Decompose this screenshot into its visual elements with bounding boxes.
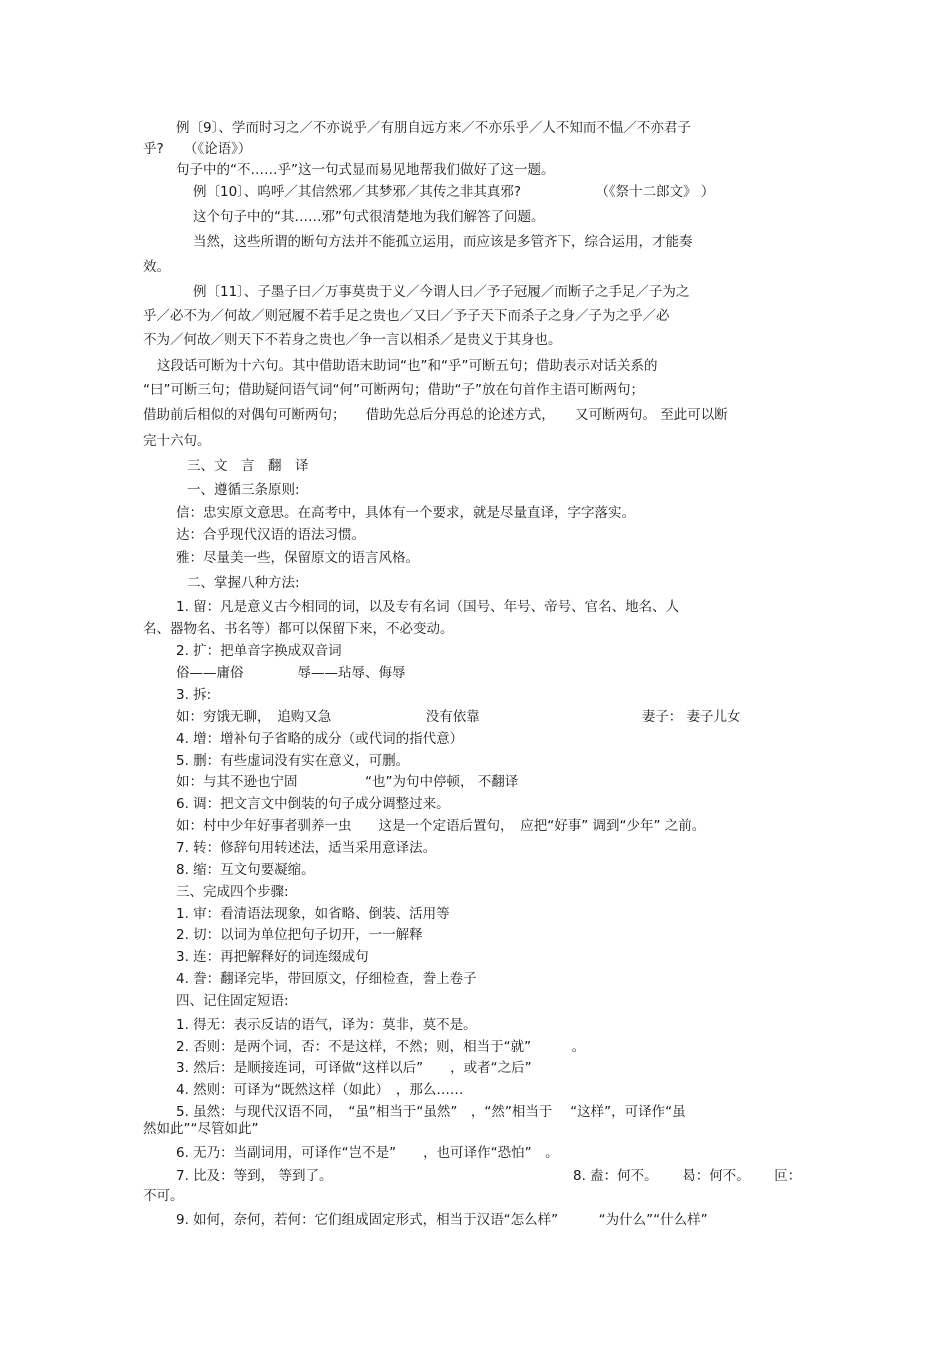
text-line: 不为／何故／则天下不若身之贵也／争一言以相杀／是贵义于其身也。 bbox=[143, 332, 562, 348]
text-line: 借助前后相似的对偶句可断两句； 借助先总后分再总的论述方式， 又可断两句。 至此可以断 bbox=[143, 407, 728, 423]
text-line: 达：合乎现代汉语的语法习惯。 bbox=[176, 527, 365, 543]
text-line: 5. 虽然：与现代汉语不同， “虽”相当于“虽然” ，“然”相当于 “这样”，可译作“虽 bbox=[176, 1104, 686, 1120]
text-line: 6. 调：把文言文中倒装的句子成分调整过来。 bbox=[176, 796, 450, 812]
sub-heading: 一、遵循三条原则: bbox=[187, 482, 300, 498]
text-line: 2. 切：以词为单位把句子切开，一一解释 bbox=[176, 927, 423, 943]
text-line: 例〔9〕、学而时习之／不亦说乎／有朋自远方来／不亦乐乎／人不知而不愠／不亦君子 bbox=[176, 120, 691, 136]
text-line: 9. 如何，奈何，若何：它们组成固定形式，相当于汉语“怎么样” “为什么”“什么样” bbox=[176, 1212, 708, 1228]
text-line: 2. 扩：把单音字换成双音词 bbox=[176, 643, 342, 659]
text-line: 3. 连：再把解释好的词连缀成句 bbox=[176, 949, 369, 965]
text-line: 雅：尽量美一些，保留原文的语言风格。 bbox=[176, 550, 419, 566]
sub-heading: 四、记住固定短语: bbox=[176, 993, 289, 1009]
sub-heading: 三、完成四个步骤: bbox=[176, 884, 289, 900]
text-line: 5. 删：有些虚词没有实在意义，可删。 bbox=[176, 753, 410, 769]
text-line: 不可。 bbox=[143, 1188, 184, 1204]
text-line: 7. 转：修辞句用转述法，适当采用意译法。 bbox=[176, 840, 437, 856]
text-line: 3. 然后：是顺接连词，可译做“这样以后” ，或者“之后” bbox=[176, 1060, 532, 1076]
text-line: 名、器物名、书名等）都可以保留下来，不必变动。 bbox=[143, 621, 454, 637]
text-line: 乎? （《论语》） bbox=[143, 141, 252, 157]
text-line: 如：与其不逊也宁固 “也”为句中停顿， 不翻译 bbox=[176, 774, 519, 790]
text-line: 然如此”“尽管如此” bbox=[143, 1121, 259, 1137]
text-line: 俗——庸俗 辱——玷辱、侮辱 bbox=[176, 665, 406, 681]
text-line: 7. 比及：等到， 等到了。 8. 盍：何不。 曷：何不。 叵： bbox=[176, 1168, 802, 1184]
text-line: 如：穷饿无聊， 追购又急 没有依靠 妻子： 妻子儿女 bbox=[176, 709, 741, 725]
text-line: 例〔10〕、呜呼／其信然邪／其梦邪／其传之非其真邪? （《祭十二郎文》 ） bbox=[193, 184, 715, 200]
text-line: 效。 bbox=[143, 259, 170, 275]
text-line: 这段话可断为十六句。其中借助语末助词“也”和“乎”可断五句；借助表示对话关系的 bbox=[157, 358, 658, 374]
text-line: 1. 审：看清语法现象，如省略、倒装、活用等 bbox=[176, 906, 450, 922]
text-line: 当然，这些所谓的断句方法并不能孤立运用，而应该是多管齐下，综合运用，才能奏 bbox=[193, 234, 693, 250]
text-line: 1. 留：凡是意义古今相同的词，以及专有名词（国号、年号、帝号、官名、地名、人 bbox=[176, 599, 680, 615]
section-heading: 三、文 言 翻 译 bbox=[187, 458, 309, 474]
text-line: “曰”可断三句；借助疑问语气词“何”可断两句；借助“子”放在句首作主语可断两句； bbox=[143, 382, 644, 398]
text-line: 如：村中少年好事者驯养一虫 这是一个定语后置句， 应把“好事” 调到“少年” 之前。 bbox=[176, 818, 706, 834]
text-line: 6. 无乃：当副词用，可译作“岂不是” ，也可译作“恐怕” 。 bbox=[176, 1145, 559, 1161]
text-line: 4. 然则：可译为“既然这样（如此） ，那么…… bbox=[176, 1082, 464, 1098]
text-line: 3. 拆: bbox=[176, 687, 212, 703]
text-line: 1. 得无：表示反诘的语气，译为：莫非，莫不是。 bbox=[176, 1017, 477, 1033]
text-line: 4. 增：增补句子省略的成分（或代词的指代意） bbox=[176, 731, 464, 747]
text-line: 例〔11〕、子墨子曰／万事莫贵于义／今谓人曰／予子冠履／而断子之手足／子为之 bbox=[193, 284, 690, 300]
text-line: 信：忠实原文意思。在高考中，具体有一个要求，就是尽量直译，字字落实。 bbox=[176, 505, 635, 521]
text-line: 乎／必不为／何故／则冠履不若手足之贵也／又曰／予子天下而杀子之身／子为之乎／必 bbox=[143, 308, 670, 324]
text-line: 这个句子中的“其……邪”句式很清楚地为我们解答了问题。 bbox=[193, 209, 545, 225]
sub-heading: 二、掌握八种方法: bbox=[187, 575, 300, 591]
text-line: 句子中的“不……乎”这一句式显而易见地帮我们做好了这一题。 bbox=[176, 162, 555, 178]
text-line: 完十六句。 bbox=[143, 433, 211, 449]
text-line: 2. 否则：是两个词，否：不是这样，不然；则，相当于“就” 。 bbox=[176, 1039, 586, 1055]
text-line: 8. 缩：互文句要凝缩。 bbox=[176, 862, 315, 878]
text-line: 4. 誊：翻译完毕，带回原文，仔细检查，誊上卷子 bbox=[176, 971, 477, 987]
